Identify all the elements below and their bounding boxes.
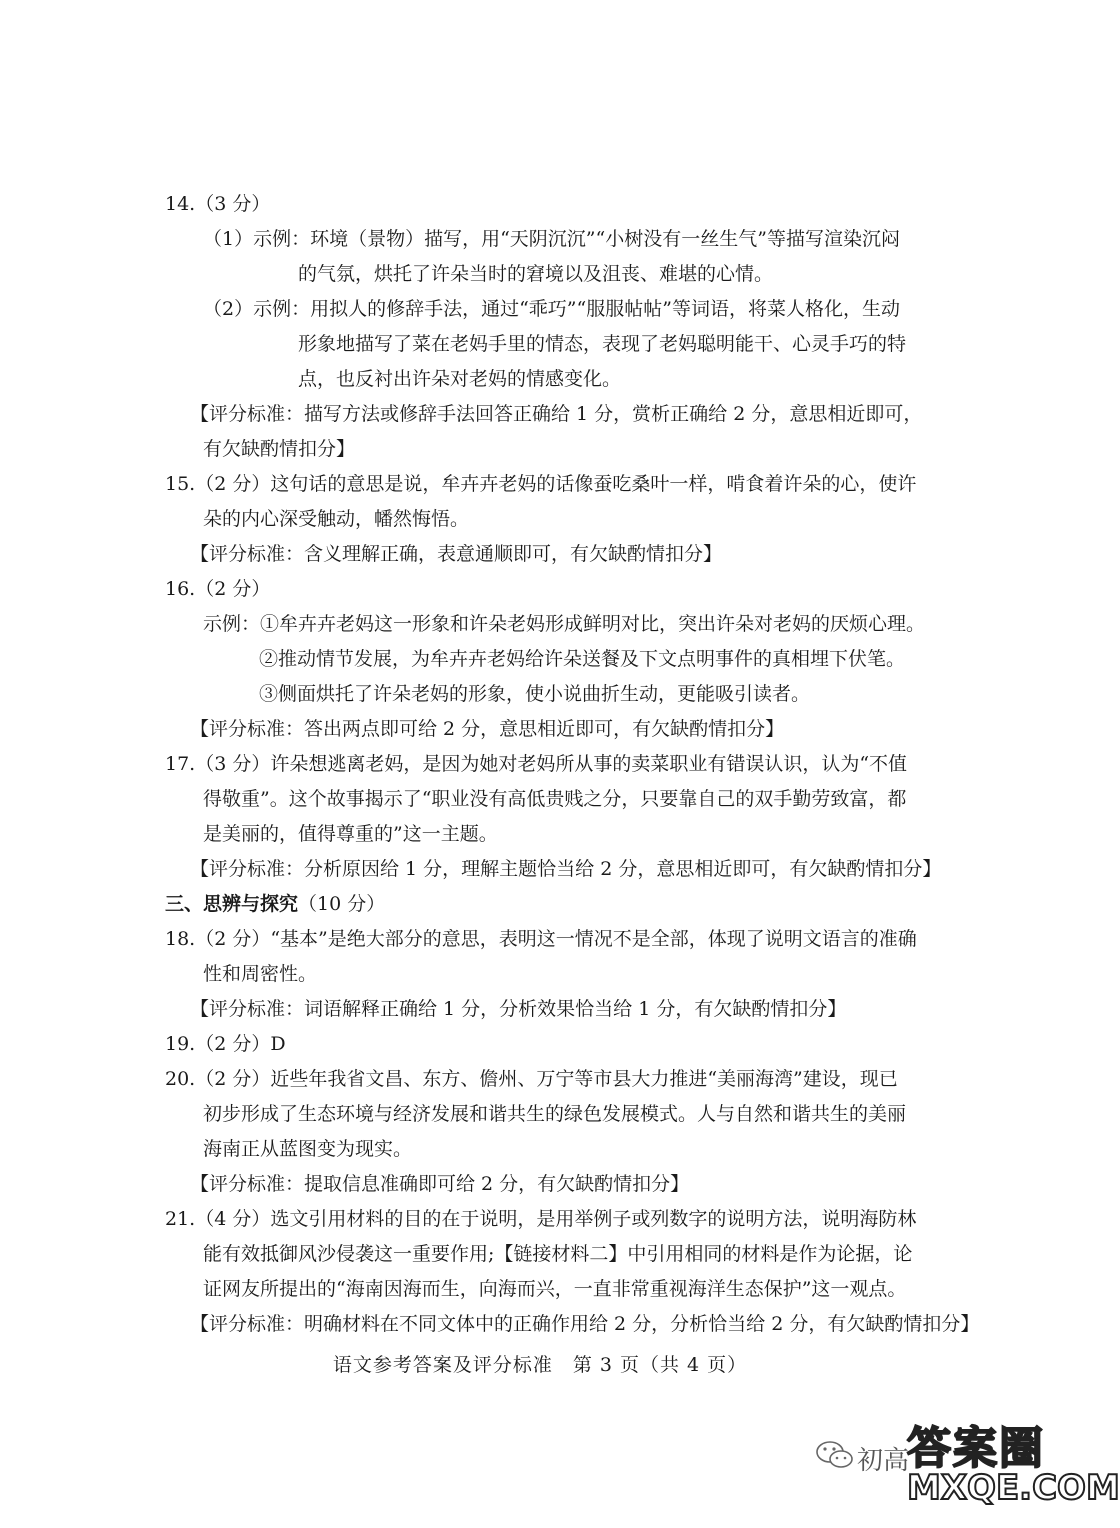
line-text: 【评分标准：分析原因给 1 分，理解主题恰当给 2 分，意思相近即可，有欠缺酌情扣分】 — [190, 858, 942, 880]
text-line — [165, 471, 916, 497]
line-text: 得敬重”。这个故事揭示了“职业没有高低贵贱之分，只要靠自己的双手勤劳致富，都 — [203, 788, 907, 810]
line-text: 有欠缺酌情扣分】 — [203, 438, 356, 460]
text-line — [190, 401, 922, 427]
line-text: ②推动情节发展，为牟卉卉老妈给许朵送餐及下文点明事件的真相埋下伏笔。 — [259, 648, 906, 670]
line-text: 海南正从蓝图变为现实。 — [203, 1138, 413, 1160]
text-line — [259, 681, 810, 707]
line-text: （1）示例：环境（景物）描写，用“天阴沉沉”“小树没有一丝生气”等描写渲染沉闷 — [203, 228, 900, 250]
section-heading: 三、思辨与探究 — [165, 893, 299, 915]
text-line — [298, 331, 906, 357]
text-line — [203, 1136, 412, 1162]
watermark-logo-text: 答案圈 — [907, 1423, 1045, 1474]
text-line — [298, 366, 621, 392]
watermark-domain: MXQE.COM — [907, 1468, 1120, 1508]
text-line — [165, 751, 907, 777]
text-line — [203, 226, 900, 252]
line-text: 【评分标准：词语解释正确给 1 分，分析效果恰当给 1 分，有欠缺酌情扣分】 — [190, 998, 847, 1020]
line-text: 能有效抵御风沙侵袭这一重要作用;【链接材料二】中引用相同的材料是作为论据，论 — [203, 1243, 913, 1265]
line-text: 示例：①牟卉卉老妈这一形象和许朵老妈形成鲜明对比，突出许朵对老妈的厌烦心理。 — [203, 613, 926, 635]
text-line — [203, 436, 355, 462]
text-line — [165, 1206, 916, 1232]
line-text: 17.（3 分）许朵想逃离老妈，是因为她对老妈所从事的卖菜职业有错误认识，认为“不值 — [165, 753, 908, 775]
line-text: 初步形成了生态环境与经济发展和谐共生的绿色发展模式。人与自然和谐共生的美丽 — [203, 1103, 907, 1125]
line-text: 【评分标准：含义理解正确，表意通顺即可，有欠缺酌情扣分】 — [190, 543, 723, 565]
line-text: 16.（2 分） — [165, 578, 271, 600]
text-line — [190, 1171, 689, 1197]
line-text: 14.（3 分） — [165, 193, 271, 215]
text-line — [298, 261, 773, 287]
line-text: 证网友所提出的“海南因海而生，向海而兴，一直非常重视海洋生态保护”这一观点。 — [203, 1278, 907, 1300]
text-line — [203, 611, 925, 637]
line-text: 朵的内心深受触动，幡然悔悟。 — [203, 508, 470, 530]
text-line — [165, 891, 385, 917]
section-score: （10 分） — [298, 893, 386, 915]
text-line — [165, 926, 917, 952]
line-text: 18.（2 分）“基本”是绝大部分的意思，表明这一情况不是全部，体现了说明文语言的准确 — [165, 928, 917, 950]
text-line — [203, 1101, 906, 1127]
text-line — [190, 541, 722, 567]
text-line — [203, 506, 469, 532]
line-text: 【评分标准：提取信息准确即可给 2 分，有欠缺酌情扣分】 — [190, 1173, 690, 1195]
text-line — [165, 576, 270, 602]
text-line — [259, 646, 905, 672]
text-line — [190, 856, 941, 882]
watermark-left-text: 初高 — [857, 1446, 910, 1476]
text-line — [190, 1311, 979, 1337]
line-text: 【评分标准：描写方法或修辞手法回答正确给 1 分，赏析正确给 2 分，意思相近即可， — [190, 403, 923, 425]
line-text: 点，也反衬出许朵对老妈的情感变化。 — [298, 368, 622, 390]
line-text: 【评分标准：答出两点即可给 2 分，意思相近即可，有欠缺酌情扣分】 — [190, 718, 785, 740]
text-line — [165, 1066, 898, 1092]
text-line — [165, 1031, 286, 1057]
text-line — [203, 296, 900, 322]
text-line — [203, 1276, 906, 1302]
line-text: 21.（4 分）选文引用材料的目的在于说明，是用举例子或列数字的说明方法，说明海防林 — [165, 1208, 917, 1230]
line-text: 是美丽的，值得尊重的”这一主题。 — [203, 823, 498, 845]
line-text: 19.（2 分）D — [165, 1033, 286, 1055]
line-text: 15.（2 分）这句话的意思是说，牟卉卉老妈的话像蚕吃桑叶一样，啃食着许朵的心，使许 — [165, 473, 917, 495]
line-text: 【评分标准：明确材料在不同文体中的正确作用给 2 分，分析恰当给 2 分，有欠缺酌情扣分】 — [190, 1313, 980, 1335]
text-line — [190, 716, 784, 742]
text-line — [203, 1241, 912, 1267]
line-text: 形象地描写了菜在老妈手里的情态，表现了老妈聪明能干、心灵手巧的特 — [298, 333, 907, 355]
watermark — [815, 1418, 1120, 1518]
wechat-icon — [815, 1438, 855, 1472]
text-line — [203, 961, 317, 987]
line-text: 20.（2 分）近些年我省文昌、东方、儋州、万宁等市县大力推进“美丽海湾”建设，现已 — [165, 1068, 898, 1090]
line-text: 性和周密性。 — [203, 963, 318, 985]
page-footer: 语文参考答案及评分标准 第 3 页（共 4 页） — [332, 1354, 748, 1376]
text-line — [165, 191, 270, 217]
line-text: 的气氛，烘托了许朵当时的窘境以及沮丧、难堪的心情。 — [298, 263, 774, 285]
text-line — [203, 821, 498, 847]
line-text: ③侧面烘托了许朵老妈的形象，使小说曲折生动，更能吸引读者。 — [259, 683, 811, 705]
text-line — [203, 786, 906, 812]
text-line — [190, 996, 846, 1022]
line-text: （2）示例：用拟人的修辞手法，通过“乖巧”“服服帖帖”等词语，将菜人格化，生动 — [203, 298, 900, 320]
